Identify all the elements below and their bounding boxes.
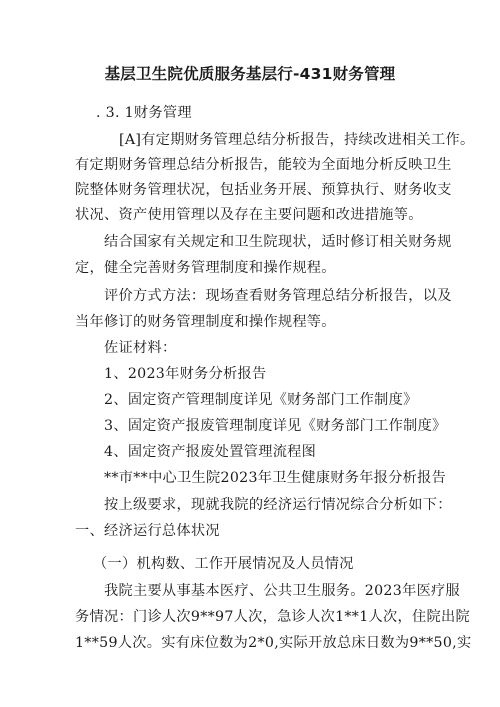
paragraph-line: 当年修订的财务管理制度和操作规程等。 — [75, 314, 336, 330]
list-item: 3、固定资产报废管理制度详见《财务部门工作制度》 — [104, 418, 447, 434]
section-heading: . 3. 1财务管理 — [96, 105, 192, 121]
paragraph-line: 院整体财务管理状况，包括业务开展、预算执行、财务收支 — [75, 182, 452, 198]
paragraph-line: [A]有定期财务管理总结分析报告，持续改进相关工作。 — [119, 132, 475, 148]
document-title: 基层卫生院优质服务基层行-431财务管理 — [104, 65, 396, 83]
section-heading: 一、经济运行总体状况 — [75, 523, 220, 539]
report-title: **市**中心卫生院2023年卫生健康财务年报分析报告 — [104, 470, 447, 486]
paragraph-line: 评价方式方法：现场查看财务管理总结分析报告，以及 — [104, 288, 452, 304]
paragraph-line: 佐证材料： — [104, 340, 177, 356]
list-item: 4、固定资产报废处置管理流程图 — [104, 444, 317, 460]
paragraph-line: 结合国家有关规定和卫生院现状，适时修订相关财务规 — [104, 234, 452, 250]
subsection-heading: （一）机构数、工作开展情况及人员情况 — [93, 556, 354, 572]
paragraph-line: 状况、资产使用管理以及存在主要问题和改进措施等。 — [75, 207, 423, 223]
paragraph-line: 按上级要求，现就我院的经济运行情况综合分析如下： — [104, 497, 452, 513]
paragraph-line: 1**59人次。实有床位数为2*0,实际开放总床日数为9**50,实 — [75, 635, 472, 651]
list-item: 1、2023年财务分析报告 — [104, 366, 267, 382]
paragraph-line: 我院主要从事基本医疗、公共卫生服务。2023年医疗服 — [104, 583, 461, 599]
paragraph-line: 务情况：门诊人次9**97人次，急诊人次1**1人次，住院出院 — [75, 609, 470, 625]
paragraph-line: 有定期财务管理总结分析报告，能较为全面地分析反映卫生 — [75, 157, 452, 173]
list-item: 2、固定资产管理制度详见《财务部门工作制度》 — [104, 392, 418, 408]
paragraph-line: 定，健全完善财务管理制度和操作规程。 — [75, 260, 336, 276]
